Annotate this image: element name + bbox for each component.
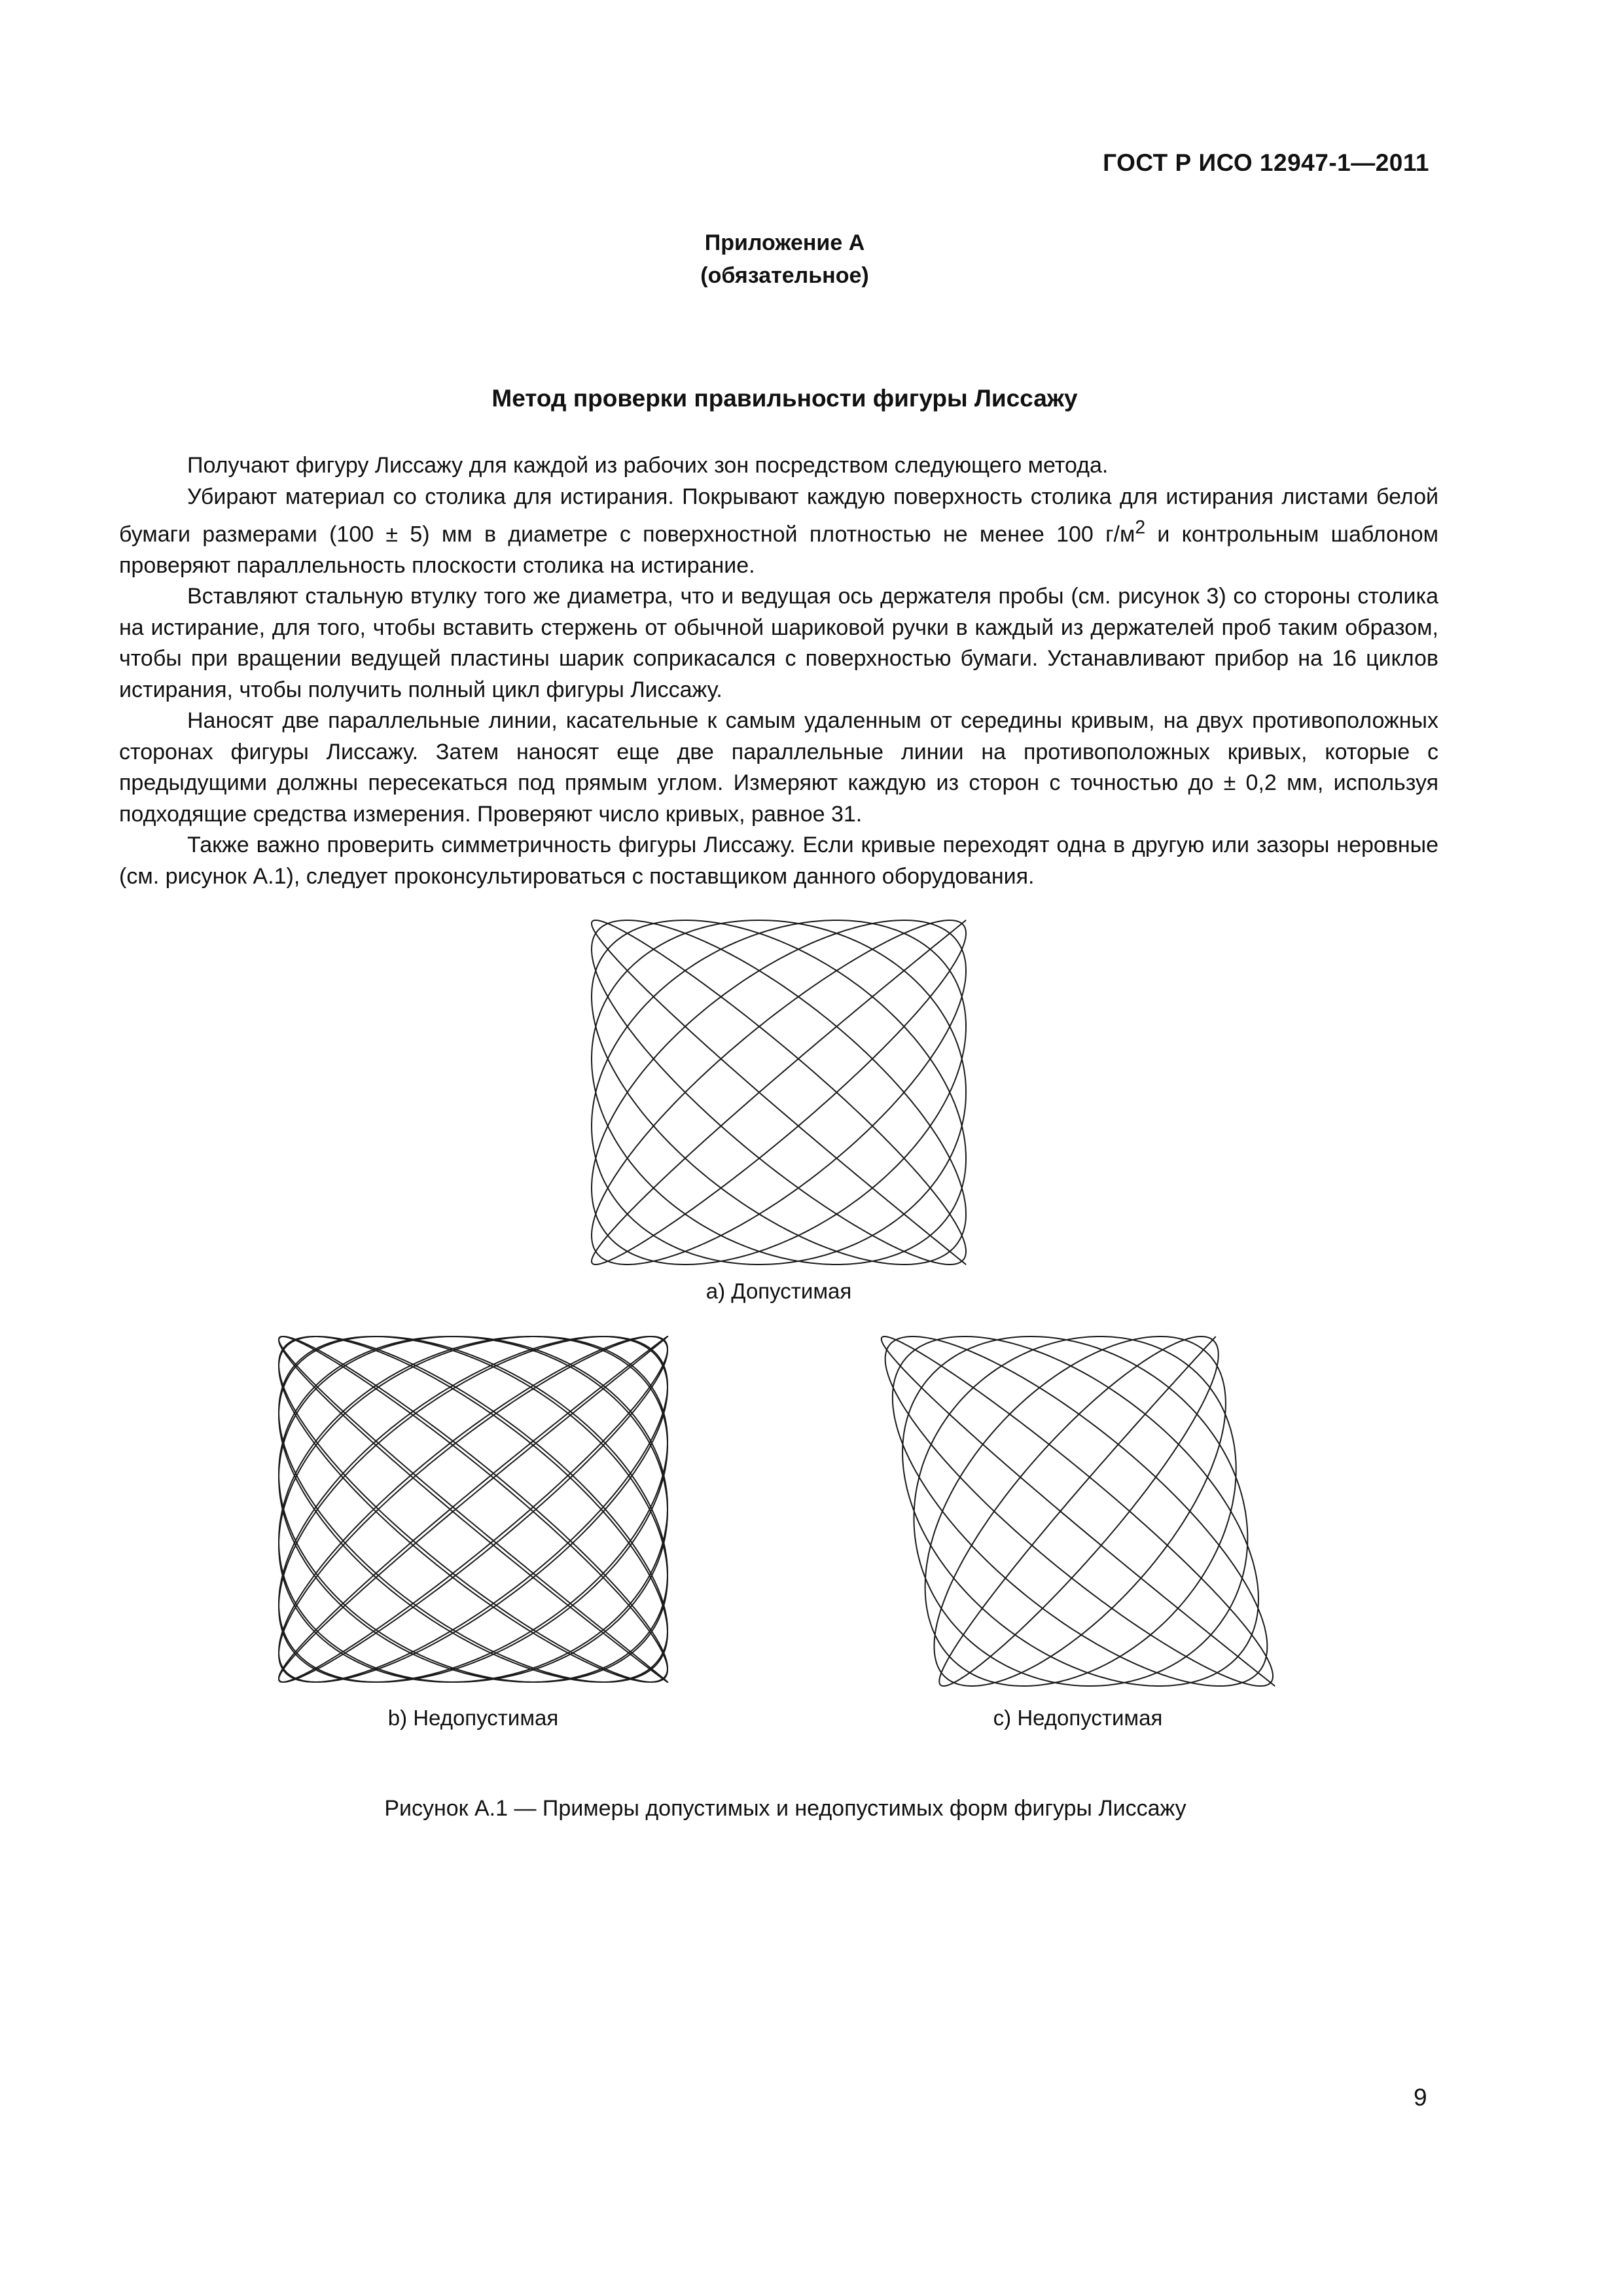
caption-c: с) Недопустимая	[993, 1706, 1163, 1730]
paragraph: Вставляют стальную втулку того же диаметра, что и ведущая ось держателя пробы (см. рисунок 3) со стороны столика на истирание, для того, чтобы вставить стержень от обычной шариковой ручки в каждый из держателей проб таким образом, чтобы при вращении ведущей пластины шарик соприкасался с поверхностью бумаги. Устанавливают прибор на 16 циклов истирания, чтобы получить полный цикл фигуры Лиссажу.	[119, 584, 1438, 702]
annex-heading	[0, 226, 1569, 292]
body-text	[119, 450, 1438, 892]
caption-b: b) Недопустимая	[387, 1706, 559, 1730]
annex-title: Приложение А	[704, 230, 865, 255]
lissajous-figure-acceptable	[588, 916, 970, 1268]
lissajous-figure-b-drawing	[275, 1333, 671, 1686]
paragraph	[119, 482, 1438, 582]
lissajous-curve-c	[882, 1336, 1275, 1686]
figure-title: Рисунок А.1 — Примеры допустимых и недопустимых форм фигуры Лиссажу	[384, 1796, 1186, 1821]
lissajous-curve-b	[279, 1336, 668, 1682]
lissajous-figure-a-drawing	[588, 916, 970, 1268]
lissajous-figure-unacceptable-c	[877, 1333, 1279, 1690]
paragraph: Получают фигуру Лиссажу для каждой из рабочих зон посредством следующего метода.	[187, 453, 1109, 478]
annex-status: (обязательное)	[700, 263, 869, 288]
lissajous-curve-a	[592, 920, 966, 1265]
lissajous-figure-c-drawing	[877, 1333, 1279, 1690]
section-title: Метод проверки правильности фигуры Лиссажу	[491, 385, 1078, 412]
paragraph: Наносят две параллельные линии, касательные к самым удаленным от середины кривым, на двух противоположных сторонах фигуры Лиссажу. Затем наносят еще две параллельные линии на противоположных кривых, которые с предыдущими должны пересекаться под прямым углом. Измеряют каждую из сторон с точностью до ± 0,2 мм, используя подходящие средства измерения. Проверяют число кривых, равное 31.	[119, 708, 1438, 827]
standard-number: ГОСТ Р ИСО 12947-1—2011	[1103, 149, 1429, 176]
page-number: 9	[1414, 2084, 1427, 2111]
paragraph-text: Убирают материал со столика для истирания. Покрывают каждую поверхность столика для истирания листами белой бумаги размерами (100 ± 5) мм в диаметре с поверхностной плотностью не менее 100 г/м	[119, 484, 1438, 547]
caption-a: а) Допустимая	[705, 1279, 852, 1303]
superscript: 2	[1135, 517, 1146, 538]
paragraph-text: и контрольным шаблоном проверяют параллельность плоскости столика на истирание.	[119, 522, 1439, 578]
lissajous-figure-unacceptable-b	[275, 1333, 671, 1686]
paragraph: Также важно проверить симметричность фигуры Лиссажу. Если кривые переходят одна в другую или зазоры неровные (см. рисунок А.1), следует проконсультироваться с поставщиком данного оборудования.	[119, 833, 1438, 889]
